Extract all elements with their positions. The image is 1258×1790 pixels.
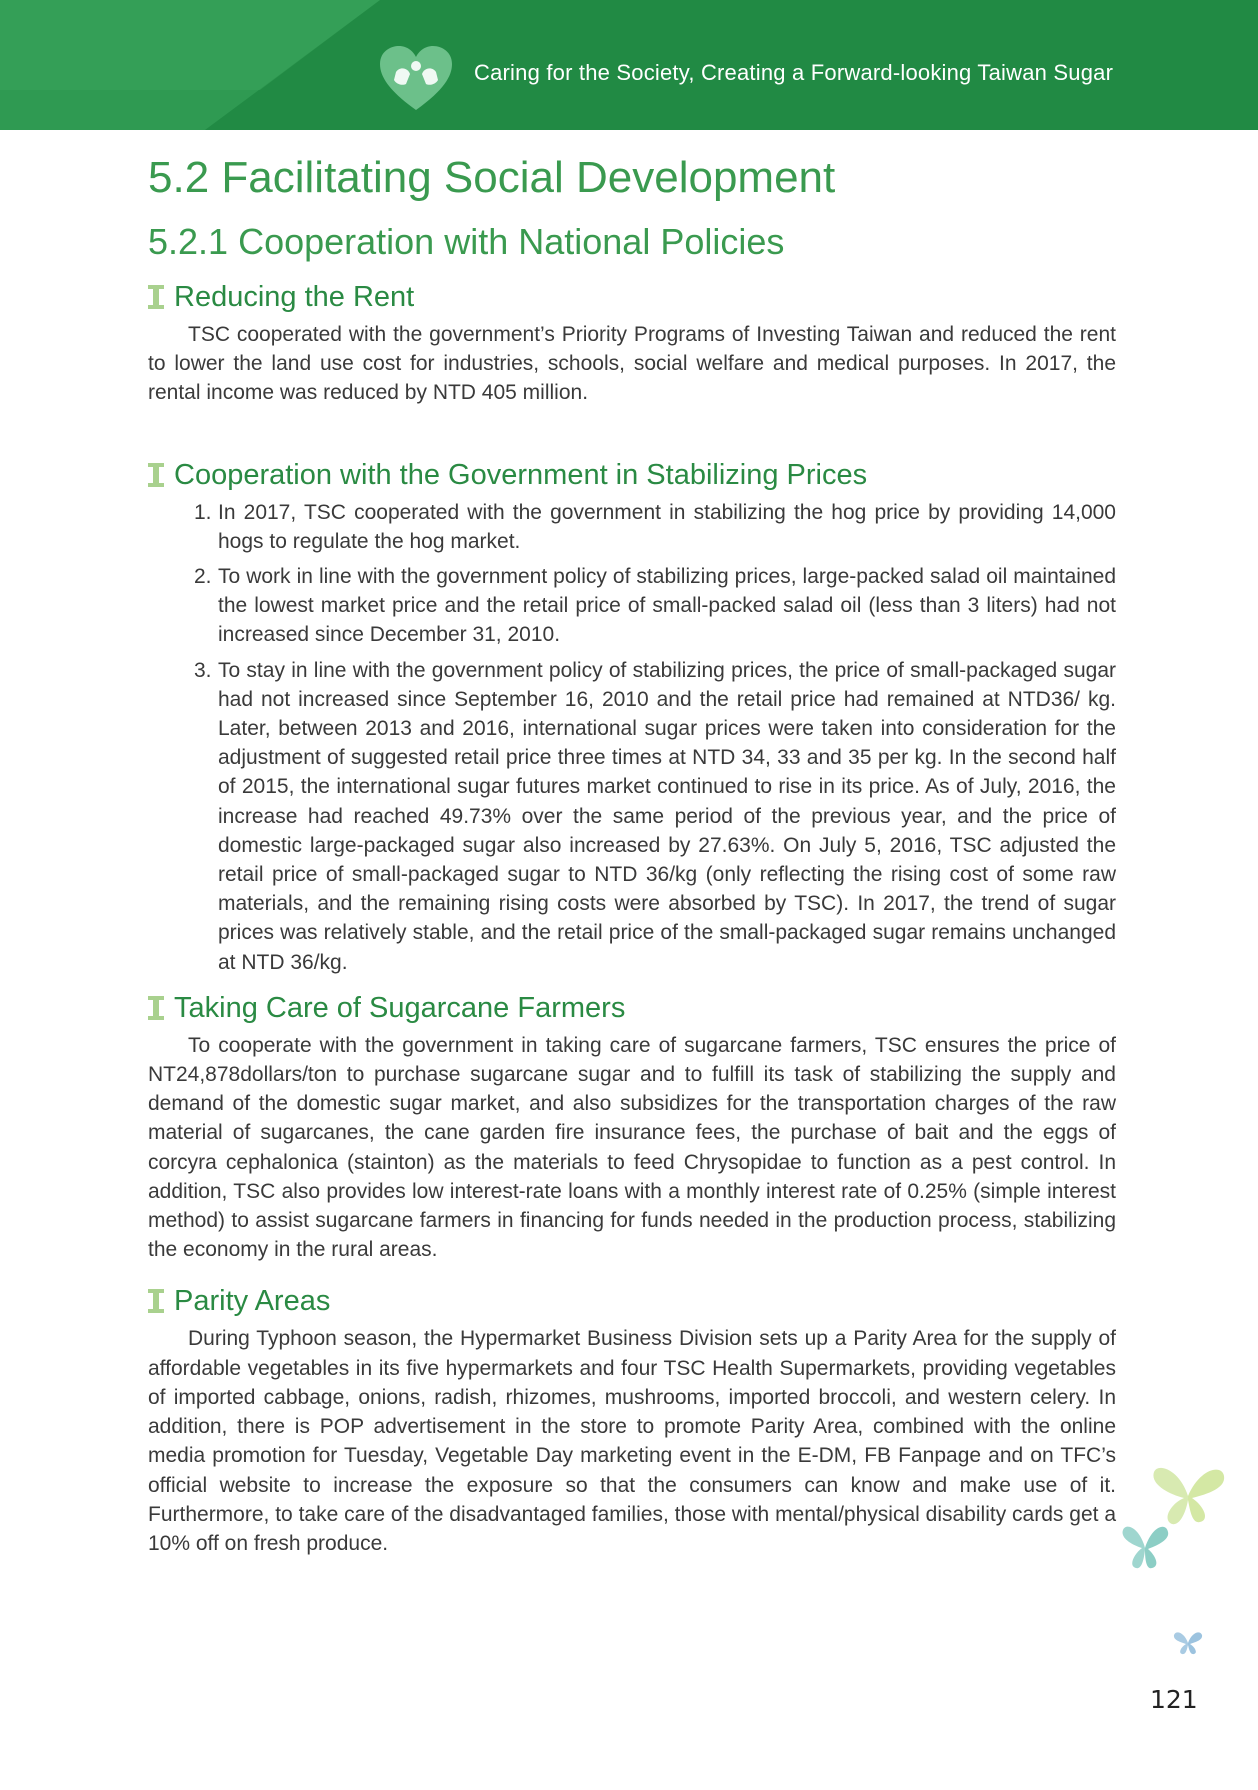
section-paragraph: During Typhoon season, the Hypermarket Business Division sets up a Parity Area for the supply of affordable vegetables in its five hypermarkets and four TSC Health Supermarkets, providing vegetables of imported cabbage, onions, radish, rhizomes, mushrooms, imported broccoli, and western celery. In addition, there is POP advertisement in the store to promote Parity Area, combined with the online media promotion for Tuesday, Vegetable Day marketing event in the E-DM, FB Fanpage and on TFC’s official website to increase the exposure so that the consumers can know and make use of it. Furthermore, to take care of the disadvantaged families, those with mental/physical disability cards get a 10% off on fresh produce. xyxy=(148,1327,1116,1555)
heart-hands-icon xyxy=(378,44,454,112)
butterfly-icon xyxy=(1120,1520,1170,1574)
page-title: 5.2 Facilitating Social Development xyxy=(148,153,836,202)
section-paragraph: TSC cooperated with the government’s Priority Programs of Investing Taiwan and reduced the rent to lower the land use cost for industries, schools, social welfare and medical purposes. In 2017, the rental income was reduced by NTD 405 million. xyxy=(148,323,1116,405)
section-heading xyxy=(148,989,1116,1027)
list-item xyxy=(194,656,1116,977)
section-paragraph: To cooperate with the government in taking care of sugarcane farmers, TSC ensures the price of NT24,878dollars/ton to purchase sugarcane sugar and to fulfill its task of stabilizing the supply and demand of the domestic sugar market, and also subsidizes for the transportation charges of the raw material of sugarcanes, the cane garden fire insurance fees, the purchase of bait and the eggs of corcyra cephalonica (stainton) as the materials to feed Chrysopidae to function as a pest control. In addition, TSC also provides low interest-rate loans with a monthly interest rate of 0.25% (simple interest method) to assist sugarcane farmers in financing for funds needed in the production process, stabilizing the economy in the rural areas. xyxy=(148,1033,1116,1262)
section-heading-text: Parity Areas xyxy=(174,1285,331,1318)
list-item xyxy=(194,498,1116,556)
section-heading-text: Cooperation with the Government in Stabilizing Prices xyxy=(174,458,868,491)
page-number: 121 xyxy=(1150,1685,1198,1714)
section-marker-icon xyxy=(148,283,164,311)
list-item-number: 2. xyxy=(194,565,212,589)
list-item-number: 1. xyxy=(194,500,212,524)
numbered-list xyxy=(148,498,1116,977)
list-item xyxy=(194,562,1116,650)
section-heading-text: Taking Care of Sugarcane Farmers xyxy=(174,991,626,1024)
main-content xyxy=(148,148,1116,1558)
header-banner xyxy=(0,0,1258,130)
list-item-number: 3. xyxy=(194,658,212,682)
butterfly-icon xyxy=(1172,1628,1204,1658)
section-marker-icon xyxy=(148,461,164,489)
section-marker-icon xyxy=(148,1287,164,1315)
section-heading xyxy=(148,456,1116,494)
section-heading-text: Reducing the Rent xyxy=(174,281,415,313)
section-heading xyxy=(148,278,1116,316)
section-marker-icon xyxy=(148,994,164,1022)
header-tagline: Caring for the Society, Creating a Forward-looking Taiwan Sugar xyxy=(474,60,1114,85)
section-heading xyxy=(148,1282,1116,1320)
list-item-text: To stay in line with the government policy of stabilizing prices, the price of small-packaged sugar had not increased since September 16, 2010 and the retail price had remained at NTD36/ kg. Later, between 2013 and 2016, international sugar prices were taken into consideration for the adjustment of suggested retail price three times at NTD 34, 33 and 35 per kg. In the second half of 2015, the international sugar futures market continued to rise in its price. As of July, 2016, the increase had reached 49.73% over the same period of the previous year, and the price of domestic large-packaged sugar also increased by 27.63%. On July 5, 2016, TSC adjusted the retail price of small-packaged sugar to NTD 36/kg (only reflecting the rising cost of some raw materials, and the remaining rising costs were absorbed by TSC). In 2017, the trend of sugar prices was relatively stable, and the retail price of the small-packaged sugar remains unchanged at NTD 36/kg. xyxy=(218,658,1116,974)
page-subtitle: 5.2.1 Cooperation with National Policies xyxy=(148,221,785,262)
list-item-text: In 2017, TSC cooperated with the government in stabilizing the hog price by providing 14,000 hogs to regulate the hog market. xyxy=(218,500,1116,553)
list-item-text: To work in line with the government policy of stabilizing prices, large-packed salad oil maintained the lowest market price and the retail price of small-packed salad oil (less than 3 liters) had not increased since December 31, 2010. xyxy=(218,565,1116,647)
